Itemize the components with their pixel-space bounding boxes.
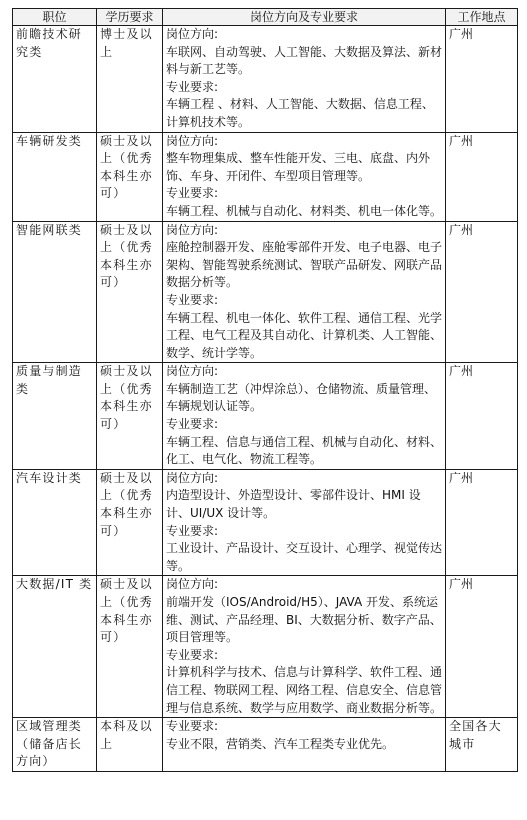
major-label: 专业要求: bbox=[166, 647, 219, 662]
direction-text: 整车物理集成、整车性能开发、三电、底盘、内外饰、车身、开闭件、车型项目管理等。 bbox=[166, 151, 431, 183]
major-label: 专业要求: bbox=[166, 186, 219, 201]
education-requirement: 博士及以上 bbox=[97, 26, 163, 133]
job-category: 车辆研发类 bbox=[13, 132, 97, 221]
direction-label: 岗位方向: bbox=[166, 222, 219, 237]
major-label: 专业要求: bbox=[166, 292, 219, 307]
recruitment-table bbox=[12, 8, 518, 772]
work-location: 广州 bbox=[446, 576, 518, 718]
table-row bbox=[13, 363, 518, 470]
direction-label: 岗位方向: bbox=[166, 133, 219, 148]
direction-text: 前端开发（IOS/Android/H5）、JAVA 开发、系统运维、测试、产品经理、BI、大数据分析、数字产品、项目管理等。 bbox=[166, 595, 442, 645]
job-category: 智能网联类 bbox=[13, 221, 97, 363]
job-category: 大数据/IT 类 bbox=[13, 576, 97, 718]
direction-text: 座舱控制器开发、座舱零部件开发、电子电器、电子架构、智能驾驶系统测试、智联产品研发、网联产品数据分析等。 bbox=[166, 240, 443, 290]
major-text: 车辆工程、机械与自动化、材料类、机电一体化等。 bbox=[166, 203, 443, 218]
direction-cell bbox=[163, 576, 446, 718]
education-requirement: 硕士及以上（优秀本科生亦可） bbox=[97, 469, 163, 576]
direction-label: 岗位方向: bbox=[166, 27, 219, 41]
job-category: 质量与制造类 bbox=[13, 363, 97, 470]
work-location: 广州 bbox=[446, 363, 518, 470]
table-header-row bbox=[13, 9, 518, 26]
education-requirement: 硕士及以上（优秀本科生亦可） bbox=[97, 132, 163, 221]
major-text: 车辆工程、机电一体化、软件工程、通信工程、光学工程、电气工程及其自动化、计算机类、人工智能、数学、统计学等。 bbox=[166, 310, 443, 360]
direction-cell bbox=[163, 221, 446, 363]
major-text: 专业不限，营销类、汽车工程类专业优先。 bbox=[166, 736, 395, 751]
direction-label: 岗位方向: bbox=[166, 470, 219, 485]
work-location: 广州 bbox=[446, 469, 518, 576]
table-row bbox=[13, 221, 518, 363]
work-location: 广州 bbox=[446, 132, 518, 221]
work-location: 全国各大城市 bbox=[446, 718, 518, 772]
major-text: 车辆工程 、材料、人工智能、大数据、信息工程、计算机技术等。 bbox=[166, 97, 434, 129]
direction-cell bbox=[163, 469, 446, 576]
major-text: 车辆工程、信息与通信工程、机械与自动化、材料、化工、电气化、物流工程等。 bbox=[166, 434, 443, 467]
direction-label: 岗位方向: bbox=[166, 364, 219, 379]
header-direction: 岗位方向及专业要求 bbox=[163, 9, 446, 26]
education-requirement: 硕士及以上（优秀本科生亦可） bbox=[97, 576, 163, 718]
header-location: 工作地点 bbox=[446, 9, 518, 26]
direction-text: 内造型设计、外造型设计、零部件设计、HMI 设计、UI/UX 设计等。 bbox=[166, 488, 421, 521]
direction-label: 岗位方向: bbox=[166, 577, 219, 592]
education-requirement: 本科及以上 bbox=[97, 718, 163, 772]
education-requirement: 硕士及以上（优秀本科生亦可） bbox=[97, 221, 163, 363]
direction-cell bbox=[163, 718, 446, 772]
work-location: 广州 bbox=[446, 26, 518, 133]
work-location: 广州 bbox=[446, 221, 518, 363]
major-label: 专业要求: bbox=[166, 523, 219, 538]
education-requirement: 硕士及以上（优秀本科生亦可） bbox=[97, 363, 163, 470]
header-education: 学历要求 bbox=[97, 9, 163, 26]
job-category: 汽车设计类 bbox=[13, 469, 97, 576]
table-row bbox=[13, 718, 518, 772]
table-row bbox=[13, 576, 518, 718]
header-category: 职位 bbox=[13, 9, 97, 26]
direction-text: 车辆制造工艺（冲焊涂总）、仓储物流、质量管理、车辆规划认证等。 bbox=[166, 381, 437, 414]
major-label: 专业要求: bbox=[166, 79, 219, 94]
job-category: 区域管理类（储备店长方向） bbox=[13, 718, 97, 772]
major-label: 专业要求: bbox=[166, 719, 219, 734]
table-row bbox=[13, 469, 518, 576]
table-row bbox=[13, 132, 518, 221]
job-category: 前瞻技术研究类 bbox=[13, 26, 97, 133]
major-text: 计算机科学与技术、信息与计算科学、软件工程、通信工程、物联网工程、网络工程、信息安全、信息管理与信息系统、数学与应用数学、商业数据分析等。 bbox=[166, 665, 443, 715]
direction-cell bbox=[163, 26, 446, 133]
direction-cell bbox=[163, 363, 446, 470]
table-row bbox=[13, 26, 518, 133]
direction-cell bbox=[163, 132, 446, 221]
major-text: 工业设计、产品设计、交互设计、心理学、视觉传达等。 bbox=[166, 541, 443, 573]
direction-text: 车联网、自动驾驶、人工智能、大数据及算法、新材料与新工艺等。 bbox=[166, 44, 443, 77]
major-label: 专业要求: bbox=[166, 417, 219, 432]
